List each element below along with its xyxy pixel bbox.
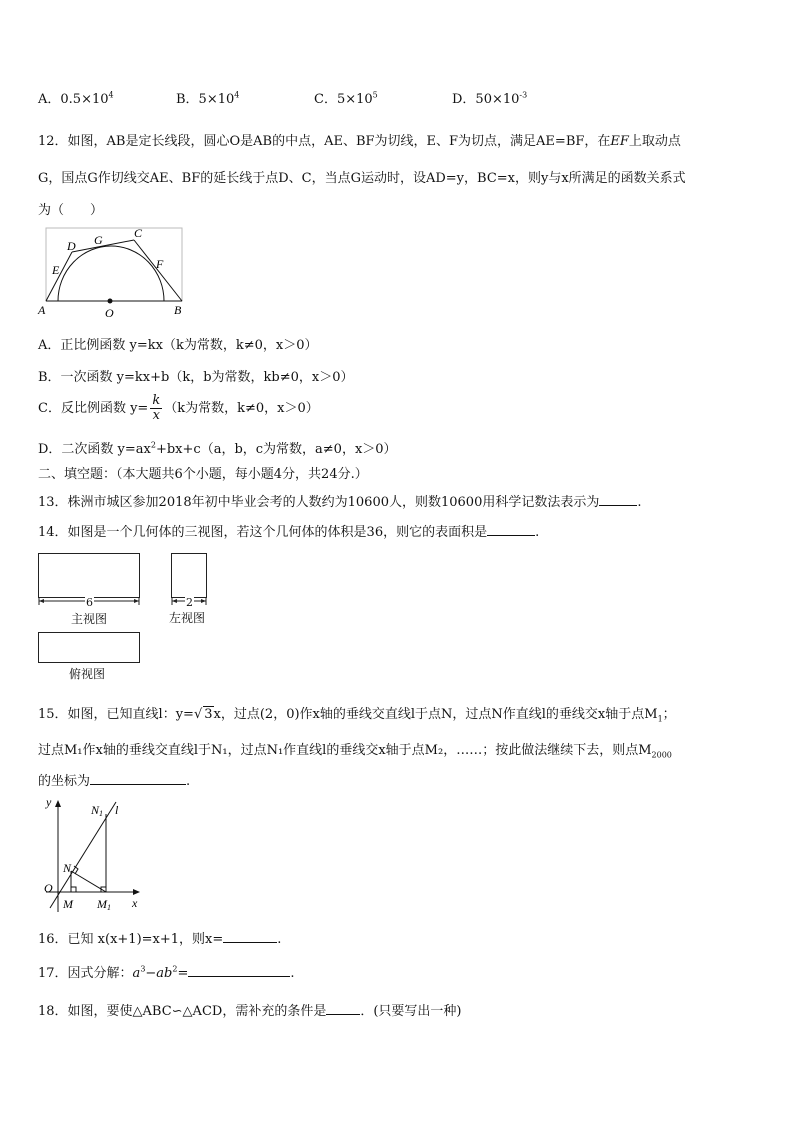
fraction-k-over-x: $\frac{k}{x}$ xyxy=(152,393,161,423)
q13-text: 13．株洲市城区参加2018年初中毕业会考的人数约为10600人，则数10600用科学记数法表示为 . xyxy=(38,495,642,510)
q11-option-b: B．$5\times 10^4$ xyxy=(176,90,240,107)
q15-line-3: 的坐标为 . xyxy=(38,774,191,789)
side-view-dim-label: 2 xyxy=(186,596,193,609)
side-view-caption: 左视图 xyxy=(169,611,206,625)
label-c: C xyxy=(134,226,143,240)
arc-ef-label: EF xyxy=(610,134,629,149)
q15-coordinate-figure xyxy=(36,796,146,918)
semicircle-arc xyxy=(58,246,164,301)
label-m: M xyxy=(63,897,73,911)
q14-answer-blank xyxy=(487,523,535,536)
q11-option-d: D．$50\times 10^{-3}$ xyxy=(452,90,528,107)
label-n: N xyxy=(63,861,72,875)
label-b: B xyxy=(174,303,182,317)
q12-line-2: G，国点G作切线交AE、BF的延长线于点D、C，当点G运动时，设AD=y，BC=x，则y与x所满足的函数关系式 xyxy=(38,171,686,186)
q15-line-1: 15．如图，已知直线l：y=√ 3x，过点(2，0)作x轴的垂线交直线l于点N，过点N作直线l的垂线交x轴于点$M_1$； xyxy=(38,707,676,724)
y-arrow xyxy=(55,800,61,807)
right-angle-m xyxy=(71,887,76,892)
label-o: O xyxy=(105,306,114,320)
label-d: D xyxy=(67,239,76,253)
q12-semicircle-figure xyxy=(36,222,196,322)
label-o: O xyxy=(44,881,53,895)
front-view-rect xyxy=(38,553,140,598)
label-a: A xyxy=(38,303,46,317)
side-view-rect xyxy=(171,553,207,598)
q17-answer-blank xyxy=(188,964,290,977)
label-g: G xyxy=(94,233,103,247)
q12-option-a: A．正比例函数 y=kx（k为常数，k≠0，x＞0） xyxy=(38,338,318,353)
label-x: x xyxy=(132,896,138,910)
q11-option-c: C．$5\times 10^5$ xyxy=(314,90,378,107)
q12-option-d: D．二次函数 $y=ax^2+bx+c(a$，b，c为常数，a≠0，x＞0） xyxy=(38,440,397,457)
label-m1: M1 xyxy=(97,897,111,912)
q12-option-c: C．反比例函数 y= $\frac{k}{x}$ （k为常数，k≠0，x＞0） xyxy=(38,393,319,423)
label-l: l xyxy=(115,803,119,817)
tangent-dc xyxy=(72,240,134,252)
q12-line-1: 12．如图，AB是定长线段，圆心O是AB的中点，AE、BF为切线，E、F为切点，满足AE=BF，在EF上取动点 xyxy=(38,134,681,149)
label-e: E xyxy=(52,263,60,277)
front-view-caption: 主视图 xyxy=(71,612,108,626)
top-view-rect xyxy=(38,632,140,663)
q13-answer-blank xyxy=(599,493,637,506)
q18-answer-blank xyxy=(326,1002,360,1015)
x-arrow xyxy=(133,889,140,895)
front-view-dim-label: 6 xyxy=(86,596,93,609)
label-n1: N1 xyxy=(91,803,104,818)
center-o xyxy=(108,299,113,304)
q15-answer-blank xyxy=(90,772,186,785)
q11-option-a: A．$0.5\times 10^4$ xyxy=(38,90,114,107)
q16-text: 16．已知 x(x+1)=x+1，则x= . xyxy=(38,932,282,947)
section-2-title: 二、填空题：（本大题共6个小题，每小题4分，共24分.） xyxy=(38,467,368,482)
q12-option-b: B．一次函数 y=kx+b（k，b为常数，kb≠0，x＞0） xyxy=(38,370,354,385)
top-view-caption: 俯视图 xyxy=(69,667,106,681)
q18-text: 18．如图，要使△ABC∽△ACD，需补充的条件是 ．(只要写出一种) xyxy=(38,1004,462,1019)
q17-text: 17．因式分解：$a^3-ab^2=$ . xyxy=(38,964,295,981)
q15-line-2: 过点M₁作x轴的垂线交直线l于N₁，过点N₁作直线l的垂线交x轴于点M₂，……；按此做法继续下去，则点$M_{2000}$ xyxy=(38,743,672,760)
q14-text: 14．如图是一个几何体的三视图，若这个几何体的体积是36，则它的表面积是 . xyxy=(38,525,540,540)
label-y: y xyxy=(46,796,52,809)
q12-line-3: 为（ ） xyxy=(38,203,104,218)
label-f: F xyxy=(156,257,164,271)
q16-answer-blank xyxy=(223,930,277,943)
